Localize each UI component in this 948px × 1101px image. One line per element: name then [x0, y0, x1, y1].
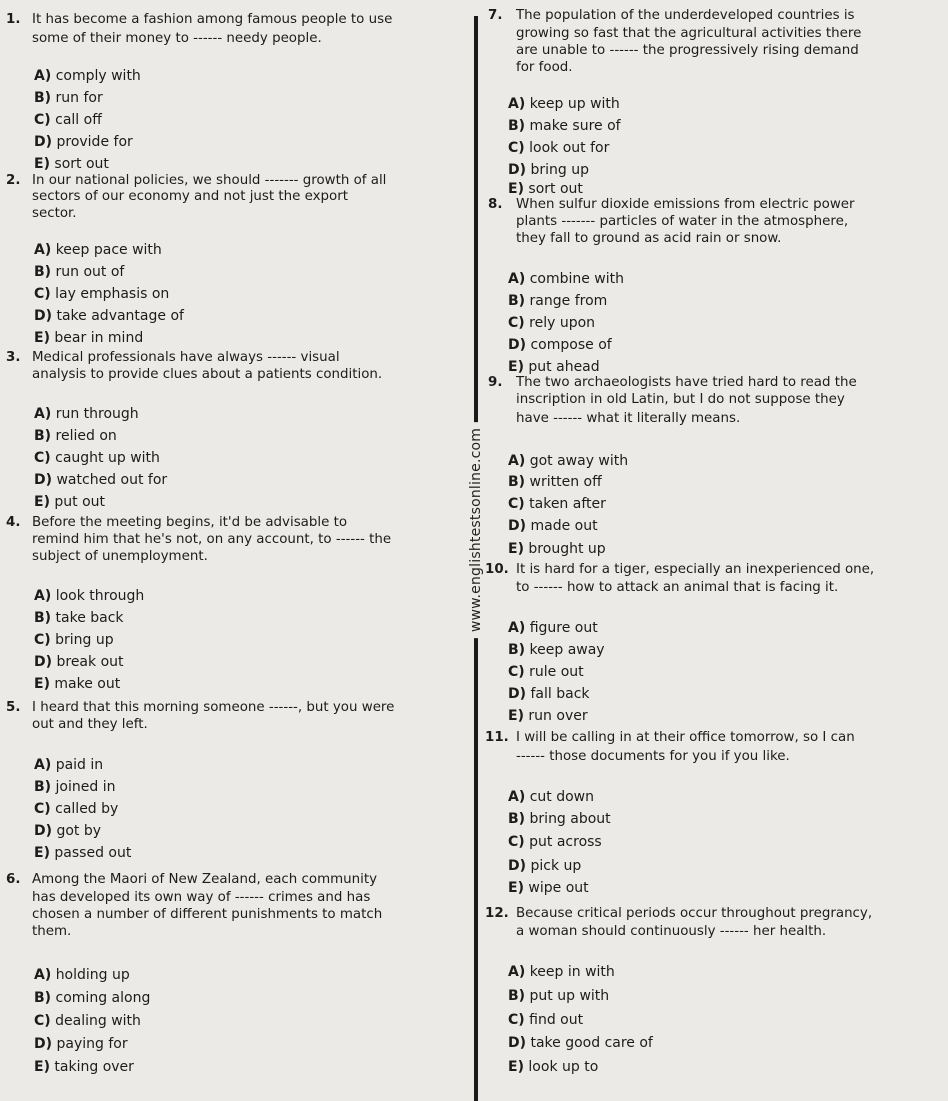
- option-text: take good care of: [530, 1035, 653, 1051]
- question-stem-line: Among the Maori of New Zealand, each community: [32, 872, 378, 887]
- option-text: take back: [55, 610, 124, 626]
- option-letter: B): [34, 428, 52, 444]
- answer-option[interactable]: [508, 664, 584, 680]
- option-letter: A): [508, 271, 526, 287]
- option-text: fall back: [530, 686, 590, 702]
- question-stem-line: have ------ what it literally means.: [516, 411, 741, 426]
- answer-option[interactable]: [34, 494, 105, 510]
- option-text: bear in mind: [54, 330, 144, 346]
- answer-option[interactable]: [508, 518, 598, 534]
- option-text: look out for: [529, 140, 610, 156]
- option-letter: E): [34, 330, 50, 346]
- option-text: keep in with: [529, 964, 615, 980]
- option-text: run out of: [55, 264, 125, 280]
- answer-option[interactable]: [34, 779, 115, 795]
- option-text: passed out: [54, 845, 132, 861]
- answer-option[interactable]: [34, 845, 131, 861]
- question-stem-line: for food.: [516, 60, 573, 75]
- question-stem-line: plants ------- particles of water in the atmosphere,: [516, 214, 849, 229]
- question-stem-line: remind him that he's not, on any account, to ------ the: [32, 532, 392, 547]
- option-text: take advantage of: [56, 308, 184, 324]
- question-stem-line: Medical professionals have always ------ visual: [32, 350, 340, 365]
- option-text: coming along: [55, 990, 151, 1006]
- answer-option[interactable]: [34, 330, 143, 346]
- option-letter: D): [508, 686, 527, 702]
- option-letter: E): [508, 1059, 524, 1075]
- option-text: got away with: [529, 453, 629, 469]
- option-letter: E): [34, 1059, 50, 1075]
- option-letter: E): [34, 156, 50, 172]
- answer-option[interactable]: [34, 823, 101, 839]
- option-letter: C): [508, 496, 525, 512]
- answer-option[interactable]: [34, 286, 169, 302]
- option-text: pick up: [530, 858, 582, 874]
- option-text: joined in: [55, 779, 116, 795]
- option-letter: B): [508, 118, 526, 134]
- option-letter: E): [508, 359, 524, 375]
- answer-option[interactable]: [508, 118, 621, 134]
- answer-option[interactable]: [34, 990, 150, 1006]
- answer-option[interactable]: [508, 140, 609, 156]
- option-text: break out: [56, 654, 124, 670]
- answer-option[interactable]: [508, 858, 581, 874]
- option-letter: E): [508, 708, 524, 724]
- answer-option[interactable]: [34, 472, 167, 488]
- answer-option[interactable]: [34, 967, 130, 983]
- answer-option[interactable]: [508, 359, 600, 375]
- option-text: dealing with: [55, 1013, 141, 1029]
- answer-option[interactable]: [34, 308, 184, 324]
- option-text: rely upon: [529, 315, 596, 331]
- option-text: compose of: [530, 337, 612, 353]
- option-text: relied on: [55, 428, 117, 444]
- answer-option[interactable]: [508, 811, 611, 827]
- question-number: 10.: [485, 562, 509, 577]
- option-letter: E): [508, 181, 524, 197]
- answer-option[interactable]: [34, 428, 117, 444]
- option-letter: D): [34, 134, 53, 150]
- option-letter: D): [34, 823, 53, 839]
- option-letter: A): [508, 964, 526, 980]
- option-letter: D): [34, 308, 53, 324]
- option-letter: E): [508, 880, 524, 896]
- answer-option[interactable]: [508, 708, 588, 724]
- option-letter: C): [34, 450, 51, 466]
- answer-option[interactable]: [508, 789, 594, 805]
- option-letter: D): [508, 337, 527, 353]
- answer-option[interactable]: [34, 676, 120, 692]
- answer-option[interactable]: [34, 654, 124, 670]
- option-text: taking over: [54, 1059, 134, 1075]
- question-stem-line: growing so fast that the agricultural activities there: [516, 26, 862, 41]
- question-stem-line: I heard that this morning someone ------, but you were: [32, 700, 395, 715]
- question-stem-line: out and they left.: [32, 717, 148, 732]
- option-text: called by: [55, 801, 119, 817]
- option-letter: B): [508, 293, 526, 309]
- option-letter: B): [508, 474, 526, 490]
- option-letter: C): [34, 801, 51, 817]
- question-stem-line: sectors of our economy and not just the export: [32, 189, 348, 204]
- question-stem-line: has developed its own way of ------ crimes and has: [32, 890, 371, 905]
- option-letter: D): [34, 654, 53, 670]
- option-text: wipe out: [528, 880, 589, 896]
- answer-option[interactable]: [508, 162, 589, 178]
- option-text: range from: [529, 293, 608, 309]
- answer-option[interactable]: [508, 315, 595, 331]
- question-stem-line: The population of the underdeveloped countries is: [516, 8, 855, 23]
- question-stem-line: ------ those documents for you if you like.: [516, 749, 790, 764]
- option-letter: A): [34, 757, 52, 773]
- option-text: put ahead: [528, 359, 600, 375]
- option-text: lay emphasis on: [55, 286, 170, 302]
- answer-option[interactable]: [508, 496, 606, 512]
- question-number: 3.: [6, 350, 21, 365]
- question-stem-line: they fall to ground as acid rain or snow.: [516, 231, 782, 246]
- answer-option[interactable]: [508, 880, 589, 896]
- option-letter: B): [34, 990, 52, 1006]
- option-letter: A): [508, 789, 526, 805]
- answer-option[interactable]: [508, 642, 605, 658]
- answer-option[interactable]: [34, 242, 162, 258]
- option-letter: E): [34, 845, 50, 861]
- option-letter: D): [508, 518, 527, 534]
- question-stem-line: inscription in old Latin, but I do not suppose they: [516, 392, 845, 407]
- option-letter: E): [34, 494, 50, 510]
- option-text: keep pace with: [55, 242, 162, 258]
- answer-option[interactable]: [508, 541, 606, 557]
- option-text: keep away: [529, 642, 605, 658]
- question-stem-line: In our national policies, we should ------- growth of all: [32, 173, 387, 188]
- option-letter: C): [508, 140, 525, 156]
- option-text: run for: [55, 90, 103, 106]
- question-stem-line: them.: [32, 924, 72, 939]
- question-number: 2.: [6, 173, 21, 188]
- question-stem-line: are unable to ------ the progressively rising demand: [516, 43, 859, 58]
- option-letter: C): [34, 112, 51, 128]
- watermark: www.englishtestsonline.com: [468, 422, 484, 638]
- question-stem-line: Before the meeting begins, it'd be advisable to: [32, 515, 348, 530]
- option-text: paid in: [55, 757, 104, 773]
- option-text: run over: [528, 708, 588, 724]
- option-text: made out: [530, 518, 598, 534]
- option-text: sort out: [54, 156, 109, 172]
- option-text: run through: [55, 406, 139, 422]
- option-letter: B): [34, 610, 52, 626]
- answer-option[interactable]: [508, 1035, 653, 1051]
- option-letter: D): [34, 472, 53, 488]
- answer-option[interactable]: [34, 1036, 128, 1052]
- answer-option[interactable]: [34, 112, 102, 128]
- option-letter: D): [508, 1035, 527, 1051]
- answer-option[interactable]: [34, 450, 160, 466]
- answer-option[interactable]: [34, 801, 118, 817]
- option-letter: C): [508, 315, 525, 331]
- answer-option[interactable]: [508, 271, 624, 287]
- answer-option[interactable]: [34, 632, 114, 648]
- option-letter: C): [34, 286, 51, 302]
- option-letter: D): [508, 162, 527, 178]
- question-stem-line: sector.: [32, 206, 77, 221]
- question-number: 4.: [6, 515, 21, 530]
- option-text: provide for: [56, 134, 133, 150]
- answer-option[interactable]: [508, 293, 607, 309]
- option-text: watched out for: [56, 472, 168, 488]
- option-letter: E): [508, 541, 524, 557]
- answer-option[interactable]: [508, 181, 583, 197]
- question-number: 5.: [6, 700, 21, 715]
- option-text: put across: [529, 834, 602, 850]
- option-text: got by: [56, 823, 102, 839]
- option-text: bring about: [529, 811, 611, 827]
- option-text: sort out: [528, 181, 583, 197]
- option-text: make sure of: [529, 118, 621, 134]
- option-text: put out: [54, 494, 106, 510]
- option-letter: B): [34, 90, 52, 106]
- option-letter: B): [508, 642, 526, 658]
- option-letter: C): [34, 632, 51, 648]
- option-letter: A): [508, 620, 526, 636]
- answer-option[interactable]: [34, 68, 141, 84]
- question-stem-line: It is hard for a tiger, especially an inexperienced one,: [516, 562, 875, 577]
- option-text: call off: [55, 112, 102, 128]
- answer-option[interactable]: [508, 337, 612, 353]
- option-text: put up with: [529, 988, 610, 1004]
- question-number: 9.: [488, 375, 503, 390]
- option-text: rule out: [529, 664, 584, 680]
- option-letter: D): [34, 1036, 53, 1052]
- answer-option[interactable]: [508, 1059, 598, 1075]
- question-number: 11.: [485, 730, 509, 745]
- answer-option[interactable]: [508, 964, 615, 980]
- answer-option[interactable]: [508, 453, 628, 469]
- answer-option[interactable]: [34, 90, 103, 106]
- question-number: 1.: [6, 12, 21, 27]
- question-number: 6.: [6, 872, 21, 887]
- answer-option[interactable]: [508, 96, 620, 112]
- option-text: written off: [529, 474, 602, 490]
- answer-option[interactable]: [508, 834, 602, 850]
- option-letter: C): [508, 664, 525, 680]
- question-number: 7.: [488, 8, 503, 23]
- option-text: look up to: [528, 1059, 599, 1075]
- answer-option[interactable]: [508, 620, 598, 636]
- answer-option[interactable]: [34, 406, 139, 422]
- option-text: paying for: [56, 1036, 128, 1052]
- answer-option[interactable]: [508, 686, 590, 702]
- question-number: 12.: [485, 906, 509, 921]
- answer-option[interactable]: [34, 1013, 141, 1029]
- question-stem-line: When sulfur dioxide emissions from electric power: [516, 197, 855, 212]
- option-letter: E): [34, 676, 50, 692]
- question-stem-line: It has become a fashion among famous people to use: [32, 12, 393, 27]
- answer-option[interactable]: [34, 264, 124, 280]
- option-text: brought up: [528, 541, 606, 557]
- option-letter: B): [34, 779, 52, 795]
- option-text: make out: [54, 676, 121, 692]
- option-text: figure out: [529, 620, 598, 636]
- answer-option[interactable]: [34, 757, 103, 773]
- option-letter: B): [508, 988, 526, 1004]
- question-stem-line: Because critical periods occur throughout pregrancy,: [516, 906, 873, 921]
- answer-option[interactable]: [508, 988, 609, 1004]
- answer-option[interactable]: [508, 474, 602, 490]
- option-letter: A): [34, 406, 52, 422]
- question-number: 8.: [488, 197, 503, 212]
- option-letter: A): [34, 242, 52, 258]
- option-text: combine with: [529, 271, 625, 287]
- question-stem-line: some of their money to ------ needy people.: [32, 31, 322, 46]
- question-stem-line: chosen a number of different punishments to match: [32, 907, 383, 922]
- question-stem-line: analysis to provide clues about a patients condition.: [32, 367, 383, 382]
- option-letter: A): [508, 453, 526, 469]
- question-stem-line: I will be calling in at their office tomorrow, so I can: [516, 730, 855, 745]
- option-letter: C): [508, 834, 525, 850]
- option-letter: A): [34, 967, 52, 983]
- answer-option[interactable]: [34, 156, 109, 172]
- option-text: bring up: [530, 162, 589, 178]
- option-letter: B): [508, 811, 526, 827]
- question-stem-line: a woman should continuously ------ her health.: [516, 924, 827, 939]
- option-letter: C): [508, 1012, 525, 1028]
- answer-option[interactable]: [34, 1059, 134, 1075]
- option-text: keep up with: [529, 96, 620, 112]
- option-letter: B): [34, 264, 52, 280]
- question-stem-line: to ------ how to attack an animal that is facing it.: [516, 580, 839, 595]
- question-stem-line: subject of unemployment.: [32, 549, 208, 564]
- option-letter: A): [34, 68, 52, 84]
- option-text: taken after: [529, 496, 606, 512]
- option-text: comply with: [55, 68, 141, 84]
- option-text: look through: [55, 588, 145, 604]
- answer-option[interactable]: [508, 1012, 583, 1028]
- answer-option[interactable]: [34, 588, 144, 604]
- option-letter: A): [34, 588, 52, 604]
- option-letter: D): [508, 858, 527, 874]
- option-text: bring up: [55, 632, 114, 648]
- option-letter: C): [34, 1013, 51, 1029]
- option-letter: A): [508, 96, 526, 112]
- option-text: cut down: [529, 789, 594, 805]
- option-text: holding up: [55, 967, 130, 983]
- option-text: find out: [529, 1012, 584, 1028]
- answer-option[interactable]: [34, 134, 133, 150]
- question-stem-line: The two archaeologists have tried hard to read the: [516, 375, 857, 390]
- option-text: caught up with: [55, 450, 160, 466]
- answer-option[interactable]: [34, 610, 124, 626]
